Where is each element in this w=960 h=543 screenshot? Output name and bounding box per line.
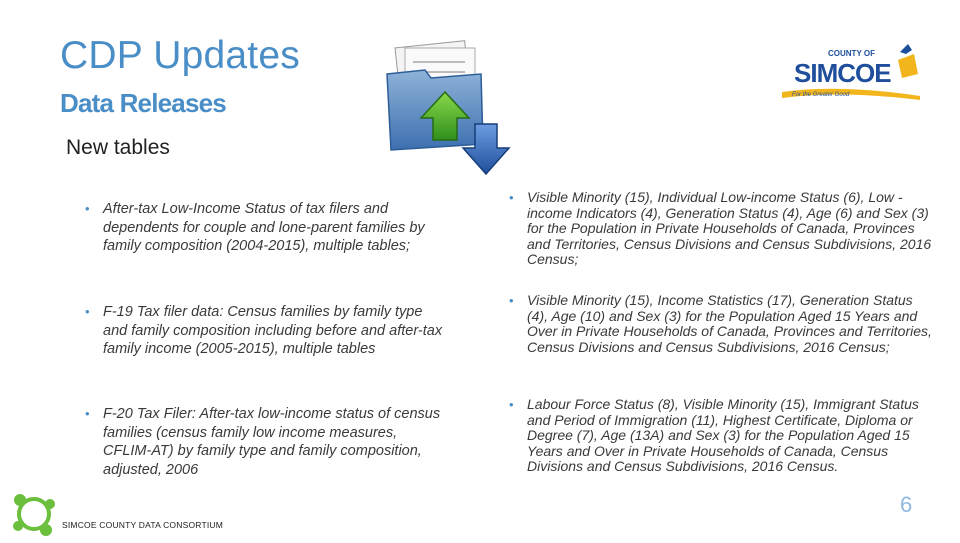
right-bullet-1 — [509, 189, 937, 268]
page-number: 6 — [900, 492, 913, 517]
bullet-marker: • — [85, 304, 90, 319]
left-bullet-1 — [85, 200, 443, 256]
right-bullet-3 — [509, 396, 937, 475]
bullet-marker: • — [85, 201, 90, 216]
bullet-marker: • — [509, 293, 514, 308]
consortium-network-icon — [10, 490, 60, 538]
page-title: CDP Updates — [60, 34, 300, 77]
logo-name: SIMCOE — [794, 58, 891, 88]
bullet-marker: • — [509, 190, 514, 205]
right-bullet-text: Visible Minority (15), Income Statistics (17), Generation Status (4), Age (10) and Sex (3) for the Population Aged 15 Years and Over in Private Households of Canada, Provinces and Territories, Census Divisions and Census Subdivisions, 2016 Census; — [527, 292, 932, 355]
simcoe-county-logo — [780, 40, 930, 110]
left-bullet-text: After-tax Low-Income Status of tax filers and dependents for couple and lone-parent families by family composition (2004-2015), multiple tables; — [103, 201, 425, 254]
left-bullet-text: F-20 Tax Filer: After-tax low-income status of census families (census family low income measures, CFLIM-AT) by family type and family composition, adjusted, 2006 — [103, 406, 441, 478]
logo-tagline: For the Greater Good — [792, 92, 850, 98]
left-bullet-text: F-19 Tax filer data: Census families by family type and family composition including before and after-tax family income (2005-2015), multiple tables — [103, 304, 443, 357]
right-bullet-text: Labour Force Status (8), Visible Minority (15), Immigrant Status and Period of Immigration (11), Highest Certificate, Diploma or Degree (7), Age (13A) and Sex (3) for the Population Aged 15 Years and Over in Private Households of Canada, Census Divisions and Census Subdivisions, 2016 Census. — [527, 396, 919, 474]
page-subtitle: Data Releases — [60, 88, 226, 118]
right-bullet-text: Visible Minority (15), Individual Low-income Status (6), Low -income Indicators (4), Generation Status (4), Age (6) and Sex (3) for the Population in Private Households of Canada, Provinces and Territories, Census Divisions and Census Subdivisions, 2016 Census; — [527, 189, 932, 267]
section-heading: New tables — [66, 136, 170, 159]
footer-org: SIMCOE COUNTY DATA CONSORTIUM — [62, 520, 224, 530]
bullet-marker: • — [509, 397, 514, 412]
bullet-marker: • — [85, 406, 90, 421]
left-bullet-3 — [85, 405, 443, 479]
left-bullet-2 — [85, 303, 443, 359]
right-bullet-2 — [509, 292, 937, 355]
logo-county-of: COUNTY OF — [828, 49, 875, 58]
folder-transfer-icon — [385, 40, 515, 180]
